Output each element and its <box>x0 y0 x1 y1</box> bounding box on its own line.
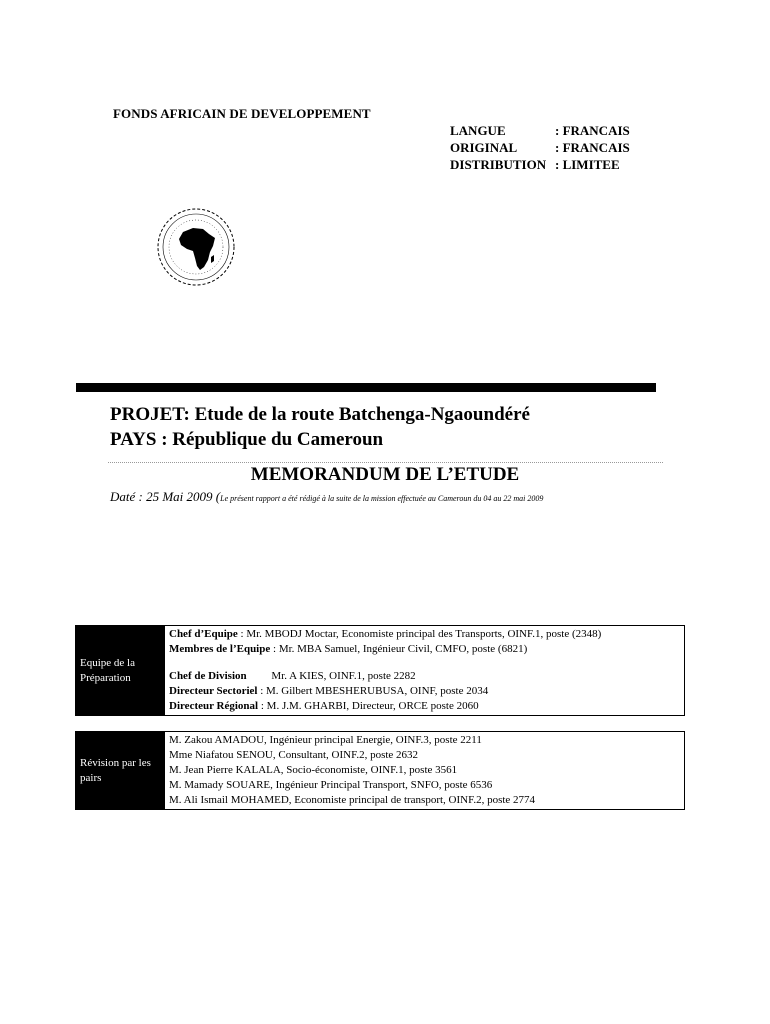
document-meta <box>450 122 630 173</box>
row-gap <box>169 657 680 669</box>
team-sep <box>247 670 272 682</box>
team-label: Equipe de la Préparation <box>76 626 165 716</box>
review-content <box>165 732 685 810</box>
team-role: Membres de l’Equipe <box>169 643 271 655</box>
reviewer-row: M. Zakou AMADOU, Ingénieur principal Energie, OINF.3, poste 2211 <box>169 734 482 746</box>
reviewer-row: M. Jean Pierre KALALA, Socio-économiste, OINF.1, poste 3561 <box>169 764 458 776</box>
team-table <box>75 625 685 716</box>
date-main: Daté : 25 Mai 2009 ( <box>110 489 221 504</box>
meta-value: : LIMITEE <box>555 157 620 172</box>
reviewer-row: M. Mamady SOUARE, Ingénieur Principal Transport, SNFO, poste 6536 <box>169 779 493 791</box>
meta-key: LANGUE <box>450 123 506 138</box>
team-text: M. J.M. GHARBI, Directeur, ORCE poste 2060 <box>266 700 479 712</box>
reviewer-row: M. Ali Ismail MOHAMED, Economiste principal de transport, OINF.2, poste 2774 <box>169 794 536 806</box>
reviewer-row: Mme Niafatou SENOU, Consultant, OINF.2, poste 2632 <box>169 749 419 761</box>
team-sep: : <box>237 628 247 640</box>
team-sep: : <box>257 685 267 697</box>
team-content <box>165 626 685 716</box>
team-role: Chef de Division <box>169 670 247 682</box>
project-heading <box>110 402 530 452</box>
team-role: Chef d’Equipe <box>169 628 238 640</box>
dotted-divider <box>108 462 663 463</box>
meta-key: DISTRIBUTION <box>450 157 547 172</box>
organization-name: FONDS AFRICAIN DE DEVELOPPEMENT <box>113 106 371 121</box>
team-role: Directeur Régional <box>169 700 259 712</box>
date-line <box>110 489 543 505</box>
team-sep: : <box>270 643 279 655</box>
section-divider <box>76 383 656 392</box>
team-row <box>169 684 680 699</box>
review-table <box>75 731 685 810</box>
team-text: Mr. MBODJ Moctar, Economiste principal des Transports, OINF.1, poste (2348) <box>246 628 602 640</box>
meta-value: : FRANCAIS <box>555 140 630 155</box>
team-role: Directeur Sectoriel <box>169 685 258 697</box>
team-row <box>169 642 680 657</box>
team-row <box>169 669 680 684</box>
team-sep: : <box>258 700 267 712</box>
country-title: PAYS : République du Cameroun <box>110 429 384 450</box>
memo-title: MEMORANDUM DE L’ETUDE <box>250 464 520 485</box>
team-text: Mr. A KIES, OINF.1, poste 2282 <box>271 670 416 682</box>
team-row <box>169 627 680 642</box>
meta-row-original <box>450 139 630 156</box>
date-note: Le présent rapport a été rédigé à la suite de la mission effectuée au Cameroun du 04 au 22 mai 2009 <box>220 494 544 503</box>
meta-key: ORIGINAL <box>450 140 518 155</box>
meta-row-distribution <box>450 156 630 173</box>
team-text: M. Gilbert MBESHERUBUSA, OINF, poste 2034 <box>266 685 489 697</box>
review-label: Révision par les pairs <box>76 732 165 810</box>
team-text: Mr. MBA Samuel, Ingénieur Civil, CMFO, poste (6821) <box>278 643 528 655</box>
project-title: PROJET: Etude de la route Batchenga-Ngaoundéré <box>110 404 530 425</box>
meta-row-language <box>450 122 630 139</box>
african-development-fund-seal-icon <box>153 204 239 290</box>
meta-value: : FRANCAIS <box>555 123 630 138</box>
team-row <box>169 699 680 714</box>
